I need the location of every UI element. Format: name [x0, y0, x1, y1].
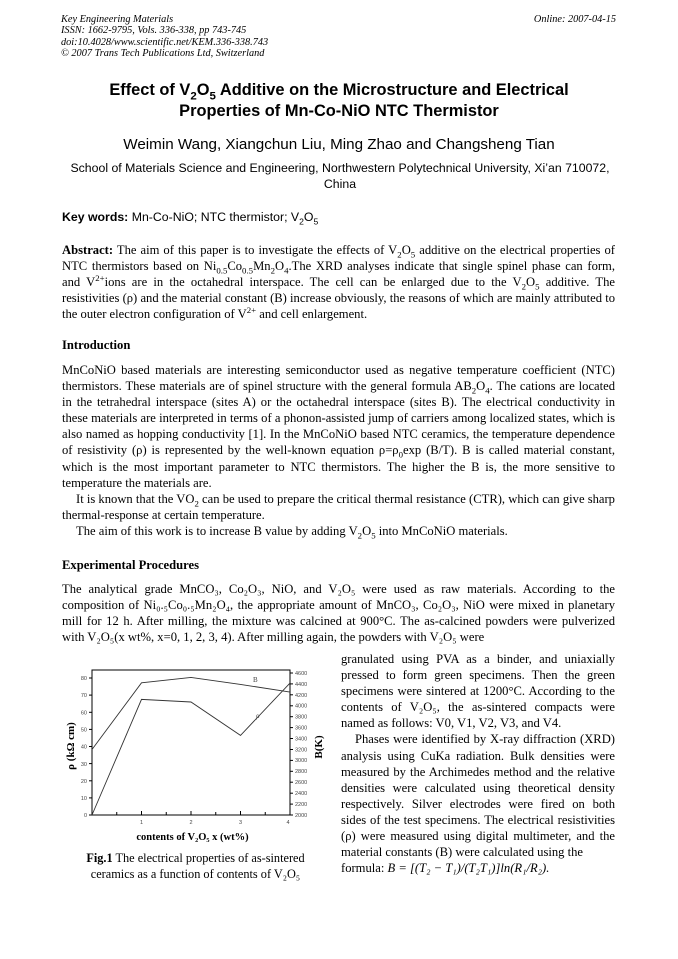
svg-text:3400: 3400 — [295, 736, 308, 743]
series-rho-line — [92, 683, 290, 815]
svg-text:4: 4 — [286, 820, 290, 826]
svg-text:60: 60 — [80, 710, 87, 717]
label-B: B — [253, 676, 258, 684]
issn: ISSN: 1662-9795, Vols. 336-338, pp 743-745 — [61, 25, 247, 37]
svg-text:3600: 3600 — [295, 725, 308, 732]
right-y-axis — [290, 671, 307, 819]
label-rho: ρ — [256, 712, 260, 720]
journal-name: Key Engineering Materials — [61, 14, 174, 25]
svg-text:10: 10 — [80, 796, 87, 802]
copyright: © 2007 Trans Tech Publications Ltd, Switzerland — [61, 48, 265, 60]
svg-text:0: 0 — [83, 813, 87, 819]
svg-text:2200: 2200 — [295, 802, 308, 808]
authors: Weimin Wang, Xiangchun Liu, Ming Zhao and Changsheng Tian — [123, 136, 555, 153]
section-heading-introduction: Introduction — [62, 338, 131, 352]
svg-text:3200: 3200 — [295, 747, 308, 754]
svg-text:4000: 4000 — [295, 703, 308, 710]
svg-text:3: 3 — [238, 820, 243, 826]
svg-text:2000: 2000 — [295, 813, 308, 819]
svg-text:2600: 2600 — [295, 780, 308, 786]
x-axis — [117, 811, 290, 826]
svg-text:4400: 4400 — [295, 682, 308, 688]
affiliation: School of Materials Science and Engineering, Northwestern Polytechnical University, Xi’an 710072, China — [70, 161, 610, 191]
figure-caption: Fig.1 The electrical properties of as-sintered ceramics as a function of contents of V₂O₅ — [86, 851, 305, 881]
svg-text:3800: 3800 — [295, 714, 308, 721]
svg-text:4200: 4200 — [295, 693, 308, 699]
plot-frame — [92, 670, 290, 815]
svg-text:30: 30 — [80, 762, 87, 768]
svg-text:2800: 2800 — [295, 769, 308, 775]
doi: doi:10.4028/www.scientific.net/KEM.336-338.743 — [61, 36, 269, 48]
section-heading-experimental: Experimental Procedures — [62, 558, 199, 572]
svg-text:20: 20 — [80, 779, 87, 785]
experimental-body: The analytical grade MnCO₃, Co₂O₃, NiO, and V₂O₅ were used as raw materials. According to the composition of Ni₀.₅Co₀.₅Mn₂O₄, the appropriate amount of MnCO₃, Co₂O₃, NiO were mixed in planetary mill for 12 h. After milling, the mixture was calcined at 900°C. The as-calcined powders were pulverized with V₂O₅(x wt%, x=0, 1, 2, 3, 4). After milling again, the powders with V₂O₅ were — [62, 582, 615, 645]
y-axis-left-title: ρ (kΩ cm) — [65, 722, 77, 770]
svg-text:3000: 3000 — [295, 758, 308, 764]
series-B-line — [92, 677, 290, 749]
svg-text:2: 2 — [189, 820, 193, 826]
abstract: Abstract: The aim of this paper is to investigate the effects of $V_2O_5$ additive on the electrical properties of NTC thermistors based on $Ni_{0.5}Co_{0.5}Mn_2O_4.The$ XRD analyses indicate that single spinel phase can form, and $V^{2+}ions$ are in the octahedral interspace. The cell can be enlarged due to the $V_2O_5$ additive. The resistivities (ρ) and the material constant (B) increase obviously, the reasons of which are mainly attributed to the outer electron configuration of $V^{2+}$ and cell enlargement. — [62, 243, 616, 322]
online-date: Online: 2007-04-15 — [533, 14, 616, 25]
svg-text:80: 80 — [80, 676, 87, 682]
svg-text:50: 50 — [80, 727, 87, 734]
keywords: Key words: Mn-Co-NiO; NTC thermistor; $V_2O_5$ — [62, 210, 319, 227]
paper-title: Effect of $V_2O_5$ Additive on the Microstructure and Electrical Properties of Mn-Co-NiO NTC Thermistor — [109, 81, 569, 120]
experimental-right-column: granulated using PVA as a binder, and uniaxially pressed to form green specimens. Then the green specimens were sintered at 1200°C. According to the contents of V₂O₅, the as-sintered compacts were named as follows: V0, V1, V2, V3, and V4. Phases were identified by X-ray diffraction (XRD) analysis using CuKa radiation. Bulk densities were measured by the Archimedes method and the relative densities were calculated using theoretical density respectively. Silver electrodes were fired on both sides of the test specimens. The electrical resistivities (ρ) were measured using digital multimeter, and the material constants (B) were calculated using the formula: B = [(T₂ − T₁)/(T₂T₁)]ln(R₁/R₂). — [341, 652, 615, 876]
svg-text:1: 1 — [139, 820, 144, 826]
journal-header — [61, 14, 268, 60]
left-y-axis — [81, 676, 92, 819]
svg-text:40: 40 — [80, 744, 87, 751]
svg-text:70: 70 — [80, 693, 87, 699]
y-axis-right-title: B(K) — [313, 735, 325, 759]
introduction-body: MnCoNiO based materials are interesting semiconductor used as negative temperature coefficient (NTC) thermistors. These materials are of spinel structure with the general formula $AB_2O_4$. The cations are located in the tetrahedral interspace (sites A) or the octahedral interspace (sites B). The electrical conductivity in these materials are interpreted in terms of a phonon-assisted jump of carriers among localized states, which is also named as hopping conductivity [1]. In the MnCoNiO based NTC ceramics, the temperature dependence of resistivity (ρ) is represented by the well-known equation $\rho=\rho_0\exp$ (B/T). B is called material constant, which is the most important parameter to NTC thermistors. The higher the B is, the more sensitive to temperature the materials are. It is known that the $VO_2$ can be used to prepare the critical thermal resistance (CTR), which can give sharp thermal-response at certain temperature. The aim of this work is to increase B value by adding $V_2O_5$ into MnCoNiO materials. — [62, 363, 616, 541]
svg-text:4600: 4600 — [295, 671, 308, 677]
svg-text:2400: 2400 — [295, 791, 308, 797]
x-axis-title: contents of V₂O₅ x (wt%) — [136, 832, 249, 843]
